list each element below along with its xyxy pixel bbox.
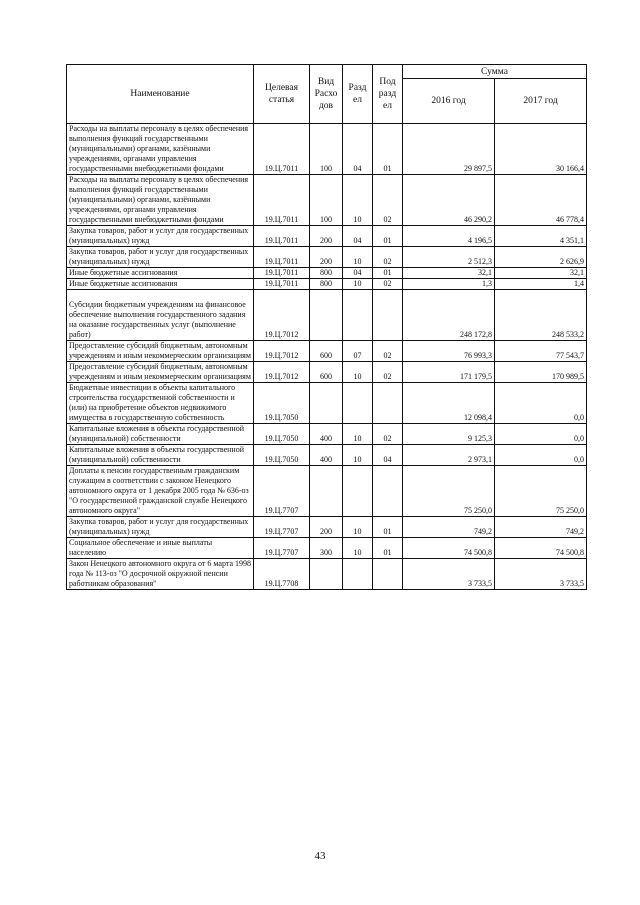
row-name: Расходы на выплаты персоналу в целях обеспечения выполнения функций государственными (муниципальными) органами, казёнными учреждениями, органами управления государственными внебюджетными фондами xyxy=(67,124,254,175)
row-section: 10 xyxy=(343,362,373,383)
table-row xyxy=(67,124,587,175)
row-target: 19.Ц.7050 xyxy=(254,445,310,466)
row-subsection: 01 xyxy=(373,226,403,247)
row-section xyxy=(343,466,373,517)
row-section: 04 xyxy=(343,124,373,175)
header-2016: 2016 год xyxy=(403,79,495,124)
header-subsection: Под разд ел xyxy=(373,65,403,124)
table-row xyxy=(67,362,587,383)
header-type: Вид Расхо дов xyxy=(310,65,343,124)
row-subsection: 01 xyxy=(373,124,403,175)
row-name: Капитальные вложения в объекты государственной (муниципальной) собственности xyxy=(67,445,254,466)
row-type: 300 xyxy=(310,538,343,559)
row-subsection: 02 xyxy=(373,424,403,445)
row-2016: 74 500,8 xyxy=(403,538,495,559)
table-row xyxy=(67,226,587,247)
row-name: Закупка товаров, работ и услуг для государственных (муниципальных) нужд xyxy=(67,247,254,268)
row-name: Капитальные вложения в объекты государственной (муниципальной) собственности xyxy=(67,424,254,445)
table-row xyxy=(67,517,587,538)
row-type xyxy=(310,290,343,341)
header-row-top xyxy=(67,65,587,79)
row-target: 19.Ц.7011 xyxy=(254,124,310,175)
row-2017: 170 989,5 xyxy=(495,362,587,383)
row-section: 07 xyxy=(343,341,373,362)
row-section: 10 xyxy=(343,247,373,268)
row-2016: 46 290,2 xyxy=(403,175,495,226)
row-2016: 2 512,3 xyxy=(403,247,495,268)
row-name: Бюджетные инвестиции в объекты капитального строительства государственной собственности и (или) на приобретение объектов недвижимого имущества в государственную собственность xyxy=(67,383,254,424)
row-subsection: 01 xyxy=(373,538,403,559)
row-name: Закупка товаров, работ и услуг для государственных (муниципальных) нужд xyxy=(67,226,254,247)
row-target: 19.Ц.7707 xyxy=(254,466,310,517)
row-2016: 76 993,3 xyxy=(403,341,495,362)
row-2016: 9 125,3 xyxy=(403,424,495,445)
table-row xyxy=(67,175,587,226)
header-target: Целевая статья xyxy=(254,65,310,124)
row-2017: 75 250,0 xyxy=(495,466,587,517)
row-target: 19.Ц.7050 xyxy=(254,383,310,424)
row-type: 400 xyxy=(310,445,343,466)
table-row xyxy=(67,424,587,445)
row-subsection xyxy=(373,466,403,517)
row-2017: 74 500,8 xyxy=(495,538,587,559)
row-target: 19.Ц.7011 xyxy=(254,279,310,290)
row-type: 200 xyxy=(310,517,343,538)
row-type xyxy=(310,466,343,517)
row-2016: 248 172,8 xyxy=(403,290,495,341)
row-section: 10 xyxy=(343,279,373,290)
table-row xyxy=(67,268,587,279)
row-subsection: 02 xyxy=(373,175,403,226)
row-subsection: 02 xyxy=(373,341,403,362)
row-2016: 12 098,4 xyxy=(403,383,495,424)
row-2016: 29 897,5 xyxy=(403,124,495,175)
row-2017: 248 533,2 xyxy=(495,290,587,341)
row-target: 19.Ц.7011 xyxy=(254,226,310,247)
row-section: 04 xyxy=(343,268,373,279)
row-target: 19.Ц.7012 xyxy=(254,290,310,341)
row-target: 19.Ц.7011 xyxy=(254,268,310,279)
row-2017: 749,2 xyxy=(495,517,587,538)
row-section xyxy=(343,559,373,590)
row-target: 19.Ц.7707 xyxy=(254,538,310,559)
row-target: 19.Ц.7012 xyxy=(254,341,310,362)
row-2017: 30 166,4 xyxy=(495,124,587,175)
row-name: Предоставление субсидий бюджетным, автономным учреждениям и иным некоммерческим организациям xyxy=(67,341,254,362)
table-row xyxy=(67,538,587,559)
row-name: Доплаты к пенсии государственным гражданским служащим в соответствии с законом Ненецкого автономного округа от 1 декабря 2005 года № 636-оз "О государственной гражданской службе Ненецкого автономного округа" xyxy=(67,466,254,517)
row-name: Социальное обеспечение и иные выплаты населению xyxy=(67,538,254,559)
row-type: 600 xyxy=(310,341,343,362)
row-type: 400 xyxy=(310,424,343,445)
row-subsection: 02 xyxy=(373,279,403,290)
row-subsection xyxy=(373,290,403,341)
table-row xyxy=(67,290,587,341)
row-subsection: 02 xyxy=(373,247,403,268)
header-2017: 2017 год xyxy=(495,79,587,124)
row-subsection: 01 xyxy=(373,268,403,279)
table-row xyxy=(67,559,587,590)
row-2016: 3 733,5 xyxy=(403,559,495,590)
row-2017: 1,4 xyxy=(495,279,587,290)
page-number: 43 xyxy=(314,850,326,862)
row-subsection xyxy=(373,383,403,424)
table-row xyxy=(67,466,587,517)
row-subsection xyxy=(373,559,403,590)
row-section: 10 xyxy=(343,445,373,466)
row-type: 800 xyxy=(310,268,343,279)
row-target: 19.Ц.7707 xyxy=(254,517,310,538)
row-2016: 75 250,0 xyxy=(403,466,495,517)
table-row xyxy=(67,247,587,268)
row-name: Расходы на выплаты персоналу в целях обеспечения выполнения функций государственными (муниципальными) органами, казёнными учреждениями, органами управления государственными внебюджетными фондами xyxy=(67,175,254,226)
row-name: Иные бюджетные ассигнования xyxy=(67,268,254,279)
budget-table xyxy=(66,64,587,590)
row-section: 10 xyxy=(343,424,373,445)
row-type: 100 xyxy=(310,175,343,226)
row-2017: 77 543,7 xyxy=(495,341,587,362)
row-2016: 171 179,5 xyxy=(403,362,495,383)
row-section xyxy=(343,383,373,424)
row-2017: 4 351,1 xyxy=(495,226,587,247)
row-name: Иные бюджетные ассигнования xyxy=(67,279,254,290)
row-target: 19.Ц.7050 xyxy=(254,424,310,445)
row-2016: 2 973,1 xyxy=(403,445,495,466)
table-row xyxy=(67,383,587,424)
row-name: Предоставление субсидий бюджетным, автономным учреждениям и иным некоммерческим организациям xyxy=(67,362,254,383)
row-2016: 749,2 xyxy=(403,517,495,538)
table-row xyxy=(67,445,587,466)
row-subsection: 04 xyxy=(373,445,403,466)
row-2017: 32,1 xyxy=(495,268,587,279)
row-section: 10 xyxy=(343,538,373,559)
row-section: 04 xyxy=(343,226,373,247)
header-sum: Сумма xyxy=(403,65,587,79)
row-2017: 0,0 xyxy=(495,445,587,466)
row-2017: 0,0 xyxy=(495,424,587,445)
row-type: 200 xyxy=(310,226,343,247)
row-2016: 4 196,5 xyxy=(403,226,495,247)
row-target: 19.Ц.7012 xyxy=(254,362,310,383)
row-target: 19.Ц.7011 xyxy=(254,175,310,226)
row-type: 200 xyxy=(310,247,343,268)
row-target: 19.Ц.7011 xyxy=(254,247,310,268)
row-type xyxy=(310,383,343,424)
row-type: 600 xyxy=(310,362,343,383)
row-subsection: 01 xyxy=(373,517,403,538)
row-type xyxy=(310,559,343,590)
row-section xyxy=(343,290,373,341)
header-name: Наименование xyxy=(67,65,254,124)
row-2017: 0,0 xyxy=(495,383,587,424)
row-2016: 32,1 xyxy=(403,268,495,279)
row-2017: 46 778,4 xyxy=(495,175,587,226)
row-2016: 1,3 xyxy=(403,279,495,290)
row-target: 19.Ц.7708 xyxy=(254,559,310,590)
row-name: Закупка товаров, работ и услуг для государственных (муниципальных) нужд xyxy=(67,517,254,538)
row-name: Субсидии бюджетным учреждениям на финансовое обеспечение выполнения государственного задания на оказание государственных услуг (выполнение работ) xyxy=(67,290,254,341)
row-type: 800 xyxy=(310,279,343,290)
row-2017: 2 626,9 xyxy=(495,247,587,268)
table-row xyxy=(67,279,587,290)
row-section: 10 xyxy=(343,517,373,538)
row-section: 10 xyxy=(343,175,373,226)
row-type: 100 xyxy=(310,124,343,175)
row-name: Закон Ненецкого автономного округа от 6 марта 1998 года № 113-оз "О досрочной окружной пенсии работникам образования" xyxy=(67,559,254,590)
header-section: Разд ел xyxy=(343,65,373,124)
row-subsection: 02 xyxy=(373,362,403,383)
row-2017: 3 733,5 xyxy=(495,559,587,590)
table-row xyxy=(67,341,587,362)
